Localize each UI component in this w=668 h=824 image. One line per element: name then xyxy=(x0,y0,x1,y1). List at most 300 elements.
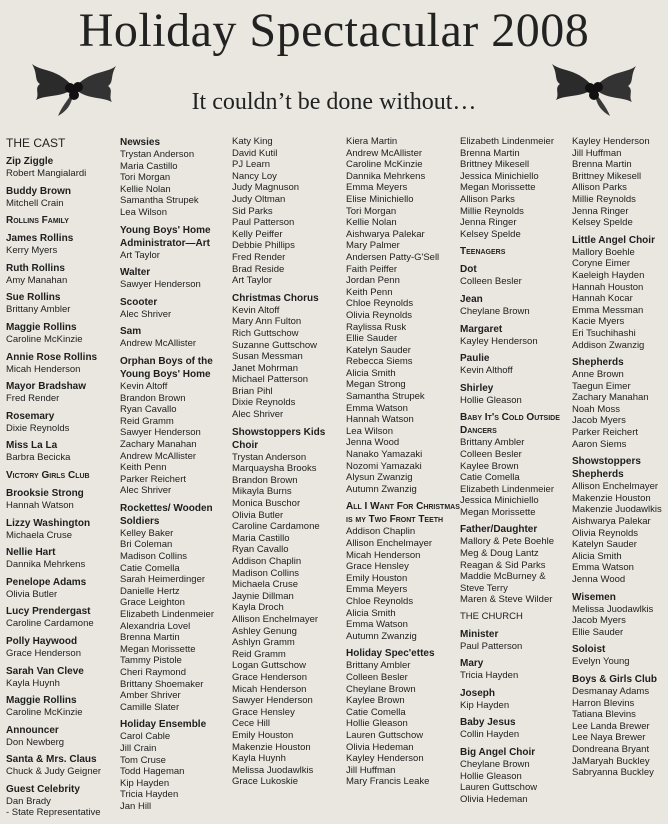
cast-member-name: Grace Henderson xyxy=(6,647,81,659)
credit-block xyxy=(572,643,668,668)
cast-member-name: Grace Hensley xyxy=(232,706,295,718)
cast-member-name: Autumn Zwanzig xyxy=(346,483,417,495)
cast-member-name: Jenna Wood xyxy=(346,437,400,449)
cast-member-name: Brian Pihl xyxy=(232,385,273,397)
role-heading: Christmas Chorus xyxy=(232,292,319,304)
role-heading: Jean xyxy=(460,293,483,305)
credit-block xyxy=(6,487,118,512)
cast-member-name: Kellie Nolan xyxy=(120,183,171,195)
cast-member-name: Susan Messman xyxy=(232,351,303,363)
role-heading: Sue Rollins xyxy=(6,292,61,304)
cast-member-name: Cheylane Brown xyxy=(460,305,530,317)
cast-member-name: Ryan Cavallo xyxy=(120,404,177,416)
cast-member-name: Taegun Eimer xyxy=(572,380,631,392)
cast-member-name: Alicia Smith xyxy=(572,550,622,562)
cast-member-name: Maren & Steve Wilder xyxy=(460,594,553,606)
cast-member-name: Brittany Ambler xyxy=(6,304,71,316)
cast-member-name: Monica Buschor xyxy=(232,498,301,510)
role-heading: James Rollins xyxy=(6,233,74,245)
role-heading: Maggie Rollins xyxy=(6,695,77,707)
cast-member-name: Maddie McBurney & xyxy=(460,571,546,583)
cast-member-name: Hannah Watson xyxy=(6,499,74,511)
cast-member-name: Nanako Yamazaki xyxy=(346,449,423,461)
cast-member-name: Brittney Mikesell xyxy=(572,170,642,182)
credit-block xyxy=(460,352,573,377)
section-heading: THE CAST xyxy=(6,136,66,150)
cast-member-name: Allison Enchelmayer xyxy=(346,538,433,549)
block-spacer xyxy=(6,819,118,824)
cast-member-name: Elizabeth Lindenmeier xyxy=(460,483,555,495)
cast-member-name: Emma Watson xyxy=(346,619,408,631)
cast-member-name: Katy King xyxy=(232,136,273,147)
cast-member-name: Desmanay Adams xyxy=(572,685,650,697)
role-heading: All I Want For Christmas is my Two Front Teeth xyxy=(346,501,460,526)
cast-member-name: Nozomi Yamazaki xyxy=(346,460,422,472)
cast-member-name: Jill Crain xyxy=(120,742,157,754)
role-heading: Minister xyxy=(460,628,499,640)
cast-member-name: Amber Shriver xyxy=(120,690,181,702)
credits-column xyxy=(460,136,573,805)
credit-block xyxy=(6,155,118,180)
cast-member-name: Allison Parks xyxy=(572,182,627,194)
cast-member-name: Janet Mohrman xyxy=(232,362,299,374)
cast-member-name: Kip Hayden xyxy=(460,699,510,711)
cast-member-name: Hollie Gleason xyxy=(346,718,408,730)
credit-block xyxy=(120,136,226,219)
cast-member-name: Caroline Cardamone xyxy=(232,521,320,533)
cast-member-name: Micah Henderson xyxy=(6,363,81,375)
cast-member-name: Megan Morissette xyxy=(120,643,196,655)
cast-member-name: Lee Landa Brewer xyxy=(572,720,650,732)
cast-member-name: Art Taylor xyxy=(232,275,272,287)
role-heading: Rockettes/ Wooden Soldiers xyxy=(120,502,213,527)
credit-block xyxy=(6,439,118,464)
cast-member-name: Katelyn Sauder xyxy=(572,539,637,551)
cast-member-name: Micah Henderson xyxy=(232,683,307,695)
credit-block xyxy=(6,694,118,719)
cast-member-name: Olivia Reynolds xyxy=(346,309,412,321)
cast-member-name: Judy Oltman xyxy=(232,193,286,205)
credit-block xyxy=(572,591,668,639)
block-spacer xyxy=(572,779,668,784)
cast-member-name: Elizabeth Lindenmeier xyxy=(460,136,555,147)
cast-member-name: Micah Henderson xyxy=(346,549,421,561)
cast-member-name: Reagan & Sid Parks xyxy=(460,559,546,571)
role-heading: Brooksie Strong xyxy=(6,487,84,499)
cast-member-name: Evelyn Young xyxy=(572,656,630,668)
cast-member-name: Chloe Reynolds xyxy=(346,595,414,607)
credit-block xyxy=(6,665,118,690)
cast-member-name: Dannika Mehrkens xyxy=(346,170,426,182)
cast-member-name: Amy Manahan xyxy=(6,274,68,286)
cast-member-name: Suzanne Guttschow xyxy=(232,339,318,351)
cast-member-name: Maria Castillo xyxy=(120,160,178,172)
cast-member-name: Andrew McAllister xyxy=(120,338,197,350)
cast-member-name: Ellie Sauder xyxy=(346,333,398,345)
cast-member-name: Caroline McKinzie xyxy=(346,159,423,171)
cast-member-name: Trystan Anderson xyxy=(120,149,195,160)
cast-member-name: Cece Hill xyxy=(232,718,271,730)
credit-block xyxy=(460,411,573,518)
role-heading: Lizzy Washington xyxy=(6,517,91,529)
role-heading: Newsies xyxy=(120,137,161,148)
credit-block xyxy=(460,323,573,348)
credit-block xyxy=(232,426,344,788)
cast-member-name: Kayley Henderson xyxy=(346,753,424,765)
cast-member-name: Rebecca Siems xyxy=(346,356,413,368)
cast-member-name: Allison Enchelmayer xyxy=(232,613,319,625)
role-heading: Nellie Hart xyxy=(6,547,56,559)
cast-member-name: Mikayla Burns xyxy=(232,486,292,498)
cast-member-name: Hannah Watson xyxy=(346,414,414,426)
cast-member-name: Sawyer Henderson xyxy=(120,279,201,291)
cast-member-name: Tori Morgan xyxy=(120,172,171,184)
cast-member-name: Olivia Hedeman xyxy=(460,793,528,805)
cast-member-name: Addison Chaplin xyxy=(232,556,302,567)
cast-member-name: Mary Ann Fulton xyxy=(232,316,302,328)
role-heading: Buddy Brown xyxy=(6,185,71,197)
cast-member-name: Grace Lukoskie xyxy=(232,776,299,788)
cast-member-name: Marquaysha Brooks xyxy=(232,463,317,475)
credit-block xyxy=(120,355,226,497)
page-subtitle: It couldn’t be done without… xyxy=(191,89,477,115)
cast-member-name: Jessica Minichiello xyxy=(460,170,539,182)
credit-block xyxy=(460,136,573,240)
cast-member-name: Jenna Ringer xyxy=(460,217,517,229)
cast-member-name: Jill Huffman xyxy=(346,764,396,776)
cast-member-name: Addison Chaplin xyxy=(346,526,416,538)
credit-block xyxy=(6,185,118,210)
credit-block xyxy=(346,647,461,788)
block-spacer xyxy=(460,805,573,810)
cast-member-name: Kayley Henderson xyxy=(460,335,538,347)
cast-member-name: Samantha Strupek xyxy=(346,391,425,403)
credits-column xyxy=(120,136,226,812)
credit-block xyxy=(572,455,668,585)
credit-block xyxy=(6,351,118,376)
cast-member-name: Coryne Eimer xyxy=(572,258,631,270)
credit-block xyxy=(6,410,118,435)
role-heading: Scooter xyxy=(120,296,158,308)
cast-member-name: Steve Terry xyxy=(460,582,508,594)
cast-member-name: Catie Comella xyxy=(346,706,406,718)
credits-column xyxy=(572,136,668,779)
block-spacer xyxy=(232,788,344,793)
cast-member-name: Chuck & Judy Geigner xyxy=(6,766,102,778)
cast-member-name: Melissa Juodawlkis xyxy=(232,764,314,776)
credit-block xyxy=(460,611,573,623)
cast-member-name: Zachary Manahan xyxy=(120,438,197,450)
credit-block xyxy=(6,724,118,749)
cast-member-name: Dondreana Bryant xyxy=(572,743,650,755)
credit-block xyxy=(6,605,118,630)
role-heading: Orphan Boys of the Young Boys' Home xyxy=(120,355,213,380)
cast-member-name: Lee Naya Brewer xyxy=(572,732,646,744)
cast-member-name: Trystan Anderson xyxy=(232,451,307,463)
cast-member-name: Noah Moss xyxy=(572,403,621,415)
role-heading: Santa & Mrs. Claus xyxy=(6,754,97,766)
cast-member-name: Logan Guttschow xyxy=(232,660,306,672)
cast-member-name: Paul Patterson xyxy=(460,640,523,652)
cast-member-name: Ryan Cavallo xyxy=(232,544,289,556)
credit-block xyxy=(6,136,118,151)
cast-member-name: Brittany Ambler xyxy=(460,437,525,449)
cast-member-name: Maria Castillo xyxy=(232,532,290,544)
role-heading: Miss La La xyxy=(6,440,58,452)
cast-member-name: Art Taylor xyxy=(120,249,160,261)
role-heading: Margaret xyxy=(460,323,503,335)
cast-member-name: Allison Parks xyxy=(460,193,515,205)
cast-member-name: Mallory & Pete Boehle xyxy=(460,536,554,548)
role-heading: Big Angel Choir xyxy=(460,747,536,758)
cast-member-name: Ashley Genung xyxy=(232,625,297,637)
cast-member-name: Millie Reynolds xyxy=(460,205,524,217)
cast-member-name: Olivia Butler xyxy=(6,588,58,600)
credit-block xyxy=(6,783,118,819)
cast-member-name: Allison Enchelmayer xyxy=(572,481,659,493)
cast-member-name: Zachary Manahan xyxy=(572,392,649,404)
cast-member-name: Kerry Myers xyxy=(6,245,58,257)
cast-member-name: Kelsey Spelde xyxy=(460,228,521,240)
cast-member-name: Judy Magnuson xyxy=(232,182,300,194)
cast-member-name: Kayla Huynh xyxy=(6,677,60,689)
credit-block xyxy=(460,382,573,407)
role-heading: Sarah Van Cleve xyxy=(6,665,84,677)
credits-column xyxy=(346,136,461,788)
role-heading: Sam xyxy=(120,326,142,338)
cast-member-name: Sawyer Henderson xyxy=(120,427,201,439)
cast-member-name: Alexandria Lovel xyxy=(120,620,191,632)
role-heading: Lucy Prendergast xyxy=(6,606,91,618)
cast-member-name: Tori Morgan xyxy=(346,205,397,217)
role-heading: Wisemen xyxy=(572,591,616,603)
cast-member-name: Jacob Myers xyxy=(572,415,626,427)
cast-member-name: Mary Francis Leake xyxy=(346,776,430,788)
cast-member-name: Fred Render xyxy=(232,251,286,263)
role-heading: Baby It's Cold Outside Dancers xyxy=(460,412,560,437)
role-heading: Guest Celebrity xyxy=(6,783,80,795)
role-heading: Victory Girls Club xyxy=(6,469,90,481)
cast-member-name: Hollie Gleason xyxy=(460,394,522,406)
cast-member-name: JaMaryah Buckley xyxy=(572,755,650,767)
role-heading: Shirley xyxy=(460,382,494,394)
credit-block xyxy=(6,517,118,542)
cast-member-name: Emily Houston xyxy=(232,729,294,741)
cast-member-name: Makenzie Juodawlkis xyxy=(572,504,662,516)
role-heading: Maggie Rollins xyxy=(6,321,77,333)
cast-member-name: Caroline Cardamone xyxy=(6,618,94,630)
cast-member-name: Addison Zwanzig xyxy=(572,339,645,351)
cast-member-name: Jenna Wood xyxy=(572,574,626,585)
cast-member-name: Kelsey Spelde xyxy=(572,217,633,229)
credit-block xyxy=(6,469,118,482)
cast-member-name: Olivia Butler xyxy=(232,509,284,521)
cast-member-name: Sid Parks xyxy=(232,205,273,217)
credit-block xyxy=(460,716,573,741)
cast-member-name: Caroline McKinzie xyxy=(6,333,83,345)
cast-member-name: Todd Hageman xyxy=(120,766,185,778)
cast-member-name: Kip Hayden xyxy=(120,777,170,789)
cast-member-name: Millie Reynolds xyxy=(572,193,636,205)
credit-block xyxy=(460,263,573,288)
cast-member-name: Camille Slater xyxy=(120,701,180,713)
cast-member-name: Katelyn Sauder xyxy=(346,344,411,356)
cast-member-name: Sabryanna Buckley xyxy=(572,767,654,779)
cast-member-name: Reid Gramm xyxy=(232,648,286,660)
cast-member-name: Kellie Nolan xyxy=(346,217,397,229)
cast-member-name: Keith Penn xyxy=(120,462,167,474)
cast-member-name: - State Representative xyxy=(6,807,101,819)
cast-member-name: Hannah Kocar xyxy=(572,293,633,305)
credit-block xyxy=(120,224,226,262)
cast-member-name: Tom Cruse xyxy=(120,754,166,766)
cast-member-name: Makenzie Houston xyxy=(232,741,311,753)
cast-member-name: Cheylane Brown xyxy=(460,759,530,770)
cast-member-name: Emma Watson xyxy=(572,562,634,574)
role-heading: Rollins Family xyxy=(6,215,69,227)
cast-member-name: Mary Palmer xyxy=(346,240,400,252)
credit-block xyxy=(460,746,573,805)
cast-member-name: Olivia Hedeman xyxy=(346,741,414,753)
cast-member-name: Sarah Heimerdinger xyxy=(120,574,206,586)
cast-member-name: Raylissa Rusk xyxy=(346,321,407,333)
cast-member-name: Tammy Pistole xyxy=(120,655,182,667)
credit-block xyxy=(6,321,118,346)
cast-member-name: Autumn Zwanzig xyxy=(346,630,417,642)
role-heading: Rosemary xyxy=(6,410,55,422)
cast-member-name: Colleen Besler xyxy=(346,671,408,683)
cast-member-name: Debbie Phillips xyxy=(232,240,295,252)
role-heading: Zip Ziggle xyxy=(6,156,54,167)
cast-member-name: Caroline McKinzie xyxy=(6,707,83,719)
credit-block xyxy=(120,325,226,350)
credit-block xyxy=(232,136,344,287)
credit-block xyxy=(120,502,226,714)
cast-member-name: Lauren Guttschow xyxy=(460,782,538,794)
cast-member-name: David Kutil xyxy=(232,147,278,159)
cast-member-name: Catie Comella xyxy=(120,562,180,574)
cast-member-name: Keith Penn xyxy=(346,286,393,298)
cast-member-name: Cheylane Brown xyxy=(346,683,416,695)
cast-member-name: Ellie Sauder xyxy=(572,626,624,638)
cast-member-name: Megan Morissette xyxy=(460,506,536,518)
credit-block xyxy=(460,245,573,258)
cast-member-name: Emily Houston xyxy=(346,572,408,584)
cast-member-name: Megan Morissette xyxy=(460,182,536,194)
role-heading: Joseph xyxy=(460,687,496,699)
role-heading: Little Angel Choir xyxy=(572,234,655,246)
credit-block xyxy=(6,576,118,601)
cast-member-name: Carol Cable xyxy=(120,731,171,743)
cast-member-name: Kevin Althoff xyxy=(460,365,513,377)
cast-member-name: Bri Coleman xyxy=(120,539,173,551)
credits-column xyxy=(6,136,118,819)
cast-member-name: Brittany Shoemaker xyxy=(120,678,204,690)
cast-member-name: Rich Guttschow xyxy=(232,327,299,339)
cast-member-name: Hollie Gleason xyxy=(460,770,522,782)
cast-member-name: Samantha Strupek xyxy=(120,195,199,207)
cast-member-name: Aaron Siems xyxy=(572,438,627,450)
credits-columns xyxy=(6,136,666,819)
cast-member-name: Parker Reichert xyxy=(120,473,186,485)
cast-member-name: Emma Meyers xyxy=(346,584,408,596)
credit-block xyxy=(120,266,226,291)
cast-member-name: Catie Comella xyxy=(460,472,520,484)
cast-member-name: Colleen Besler xyxy=(460,276,522,288)
cast-member-name: Emma Messman xyxy=(572,304,644,316)
credit-block xyxy=(460,657,573,682)
cast-member-name: Kayla Droch xyxy=(232,602,284,614)
cast-member-name: Reid Gramm xyxy=(120,415,174,427)
cast-member-name: PJ Learn xyxy=(232,159,271,171)
cast-member-name: Danielle Hertz xyxy=(120,585,180,597)
role-heading: Shepherds xyxy=(572,357,624,369)
cast-member-name: Sawyer Henderson xyxy=(232,695,313,707)
cast-member-name: Elizabeth Lindenmeier xyxy=(120,609,215,621)
cast-member-name: Andersen Patty-G'Sell xyxy=(346,251,440,263)
cast-member-name: Aishwarya Palekar xyxy=(572,516,651,528)
credit-block xyxy=(6,262,118,287)
cast-member-name: Kaylee Brown xyxy=(346,695,405,707)
cast-member-name: Anne Brown xyxy=(572,369,624,381)
cast-member-name: Emma Meyers xyxy=(346,182,408,194)
cast-member-name: Alec Shriver xyxy=(120,308,172,320)
cast-member-name: Kayla Huynh xyxy=(232,753,286,765)
cast-member-name: Brenna Martin xyxy=(460,147,520,159)
masthead xyxy=(0,0,668,118)
cast-member-name: Jessica Minichiello xyxy=(460,495,539,507)
cast-member-name: Alec Shriver xyxy=(120,485,172,497)
credit-block xyxy=(120,296,226,321)
cast-member-name: Nancy Loy xyxy=(232,170,277,182)
cast-member-name: Dixie Reynolds xyxy=(6,422,70,434)
credit-block xyxy=(6,291,118,316)
credit-block xyxy=(232,292,344,421)
block-spacer xyxy=(346,788,461,793)
credit-block xyxy=(6,214,118,227)
cast-member-name: Megan Strong xyxy=(346,379,406,391)
cast-member-name: Jill Huffman xyxy=(572,147,622,159)
cast-member-name: Michael Patterson xyxy=(232,374,309,386)
cast-member-name: Chloe Reynolds xyxy=(346,298,414,310)
cast-member-name: Colleen Besler xyxy=(460,448,522,460)
cast-member-name: Kaeleigh Hayden xyxy=(572,269,645,281)
page-title: Holiday Spectacular 2008 xyxy=(78,4,590,57)
cast-member-name: Tricia Hayden xyxy=(120,789,179,801)
cast-member-name: Brandon Brown xyxy=(232,474,298,486)
cast-member-name: Harron Blevins xyxy=(572,697,635,709)
credit-block xyxy=(460,628,573,653)
cast-member-name: Madison Collins xyxy=(120,551,188,563)
credit-block xyxy=(120,718,226,812)
role-heading: Boys & Girls Club xyxy=(572,673,658,685)
cast-member-name: Dixie Reynolds xyxy=(232,397,296,409)
cast-member-name: Faith Peiffer xyxy=(346,263,398,275)
cast-member-name: Tatiana Blevins xyxy=(572,709,636,721)
cast-member-name: Grace Leighton xyxy=(120,597,185,609)
role-heading: Mayor Bradshaw xyxy=(6,381,87,393)
credit-block xyxy=(460,293,573,318)
cast-member-name: Elise Minichiello xyxy=(346,193,414,205)
cast-member-name: Don Newberg xyxy=(6,736,65,748)
credit-block xyxy=(6,232,118,257)
cast-member-name: Tricia Hayden xyxy=(460,670,519,682)
cast-member-name: Alysun Zwanzig xyxy=(346,472,413,484)
credit-block xyxy=(572,136,668,229)
cast-member-name: Michaela Cruse xyxy=(232,579,298,591)
cast-member-name: Kaylee Brown xyxy=(460,460,519,472)
cast-member-name: Robert Mangialardi xyxy=(6,168,87,179)
